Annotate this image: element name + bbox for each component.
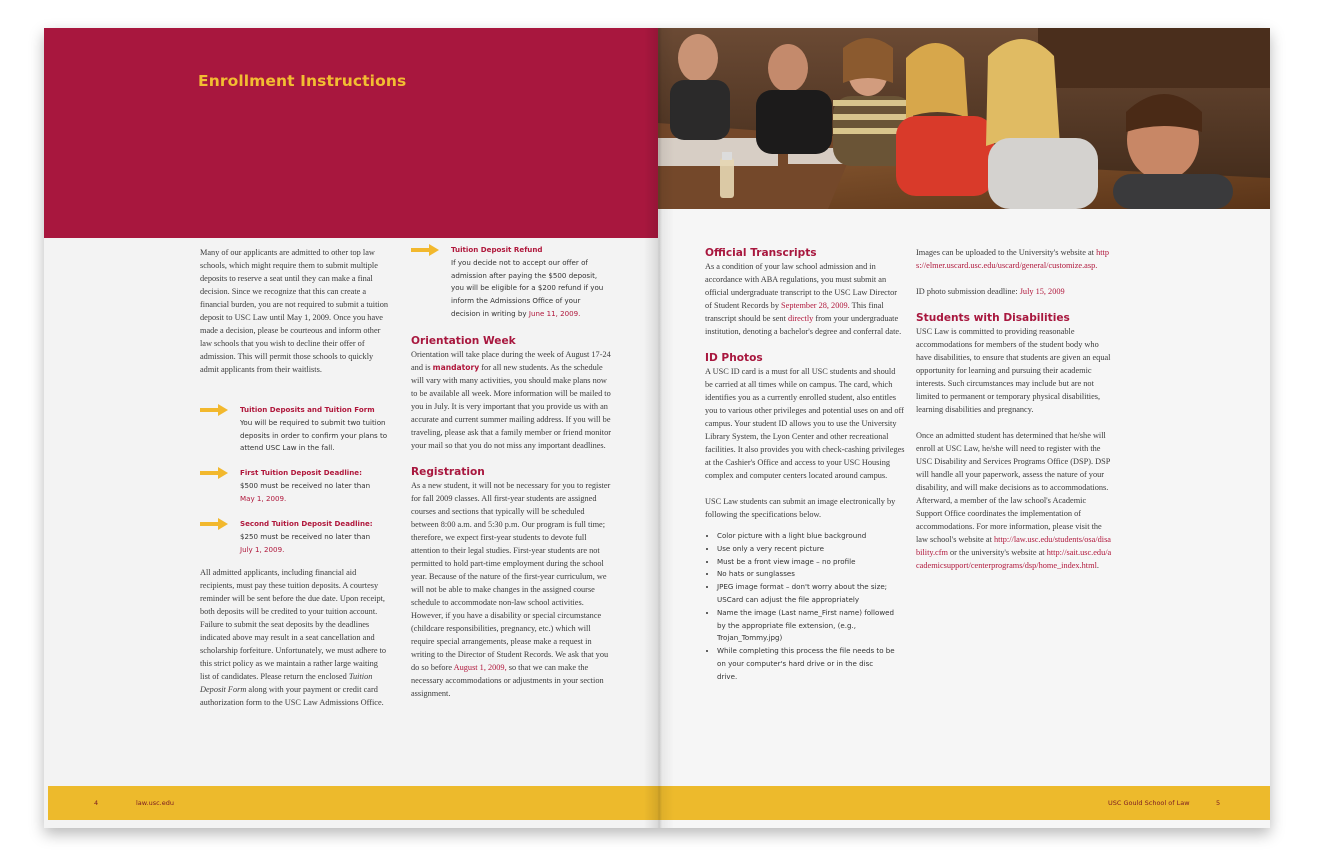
orientation-text: Orientation will take place during the week of August 17-24 and is [411,350,611,372]
arrow-right-icon [200,404,228,416]
page-number: 5 [1216,799,1221,807]
list-item: • Use only a very recent picture [717,543,895,556]
refund-title: Tuition Deposit Refund [451,245,543,254]
page-number: 4 [94,799,99,807]
page-title: Enrollment Instructions [198,72,407,90]
deadline-date: July 15, 2009 [1019,287,1065,296]
title-banner [44,28,658,238]
transcripts-text: As a condition of your law school admission and in accordance with ABA regulations, you must submit an official undergraduate transcript to the USC Law Director of Student Records by [705,262,898,310]
upload-link[interactable]: https://elmer.uscard.usc.edu/uscard/general/customize.asp. [916,248,1109,270]
list-item: • No hats or sunglasses [717,568,895,581]
deadline-label: ID photo submission deadline: [916,287,1020,296]
closing-text-end: along with your payment or credit card authorization form to the USC Law Admissions Office. [200,685,384,707]
left-column-1 [200,246,388,389]
orientation-heading: Orientation Week [411,335,516,347]
right-footer-bar [658,786,1270,820]
right-page [658,28,1270,828]
arrow-item-text: $250 must be received no later than [240,531,371,541]
closing-paragraph [200,566,390,709]
footer-school: USC Gould School of Law [1108,799,1190,807]
disabilities-heading: Students with Disabilities [916,312,1070,324]
registration-text: As a new student, it will not be necessary for you to register for fall 2009 classes. All first-year students are assigned courses and sections that typically will be scheduled between 8:00 a.m. and 5:30 p.m. Our program is full time; therefore, we expect first-year students to devote full attention to their legal studies. First-year students are not permitted to hold part-time employment during the school year. Because of the nature of the first-year curriculum, we will not be able to make changes in the assigned course schedule to accommodate non-law school activities. However, if you have a disability or special circumstance (childcare responsibilities, pregnancy, etc.) which will require special arrangements, please make a request in writing to the Director of Student Records. We ask that you do so before [411,481,611,672]
left-footer-bar [48,786,658,820]
right-column-2 [916,246,1112,585]
arrow-right-icon [411,244,439,256]
disabilities-text-mid: or the university's website at [947,548,1047,557]
disabilities-text-end: . [1096,561,1099,570]
sait-dsp-link[interactable]: http://sait.usc.edu/academicsupport/centerprograms/dsp/home_index.html [916,548,1112,570]
disabilities-paragraph-2 [916,429,1112,572]
right-column-1 [705,246,905,684]
directly-label: directly [787,314,814,323]
list-item: • Name the image (Last name_First name) followed by the appropriate file extension, (e.g., Trojan_Tommy.jpg) [717,607,895,645]
disabilities-paragraph-1: USC Law is committed to providing reasonable accommodations for members of the student body who have disabilities, to ensure that students are given an equal opportunity for learning and pursuing their academic interests. Such circumstances may include but are not limited to permanent or temporary physical disabilities, learning disabilities and pregnancy. [916,327,1111,414]
left-page [44,28,658,828]
refund-date: June 11, 2009. [528,308,581,318]
left-column-1-closing [200,566,390,722]
list-item: • Must be a front view image – no profile [717,556,895,569]
orientation-text-end: for all new students. As the schedule will vary with many activities, you should make plans now to be available all week. More information will be mailed to you in July. It is very important that you provide us with an accurate and current summer mailing address. If you will be traveling, please ask that a family member or friend monitor your mail so that you do not miss any important deadlines. [411,363,611,450]
deadline-date: July 1, 2009. [240,544,285,554]
transcripts-date: September 28, 2009. [781,301,850,310]
arrow-right-icon [200,467,228,479]
upload-text: Images can be uploaded to the University's website at [916,248,1097,257]
intro-paragraph: Many of our applicants are admitted to other top law schools, which might require them to submit multiple deposits to reserve a seat until they can make a final decision. Since we recognize that this can create a financial burden, you are not required to submit a tuition deposit to USC Law until May 1, 2009. Once you have made a decision, please be courteous and inform other law schools that you wish to decline their offer of admission. This will permit those schools to quickly admit applicants from their waitlists. [200,248,389,374]
list-item: • While completing this process the file needs to be on your computer's hard drive or in the disc drive. [717,645,895,683]
transcripts-paragraph [705,260,905,338]
closing-form-name: Tuition Deposit Form [200,672,373,694]
law-disability-link[interactable]: http://law.usc.edu/students/osa/disability.cfm [916,535,1111,557]
registration-date: August 1, 2009, [453,663,507,672]
id-photos-paragraph: A USC ID card is a must for all USC students and should be carried at all times while on campus. The card, which identifies you as a currently enrolled student, also entitles you to various other privileges and potential uses on and off campus. Your student ID allows you to use the University Library System, the Lyon Center and other recreational facilities. It also provides you with check-cashing privileges at the Cashier's Office and access to your USC Housing complex and computer centers located around campus. [705,367,905,480]
classroom-photo [658,28,1270,209]
deadline-date: May 1, 2009. [240,493,287,503]
spine-shadow [644,28,674,828]
arrow-item-title: First Tuition Deposit Deadline: [240,468,362,477]
photo-spec-list [705,530,895,684]
refund-text: If you decide not to accept our offer of admission after paying the $500 deposit, you will be eligible for a $200 refund if you inform the Admissions Office of your decision in writing by [451,257,604,318]
transcripts-text-mid: This final transcript should be sent [705,301,884,323]
disabilities-text: Once an admitted student has determined that he/she will enroll at USC Law, he/she will need to register with the USC Disability and Services Programs Office (DSP). DSP will handle all your paperwork, assess the nature of your disability, and will make decisions as to accommodations. Afterward, a member of the law school's Academic Support Office coordinates the implementation of accommodations. For more information, please visit the law school's website at [916,431,1111,544]
orientation-paragraph [411,348,611,452]
list-item: • Color picture with a light blue background [717,530,895,543]
left-column-2 [411,334,611,713]
mandatory-label: mandatory [432,363,480,372]
arrow-right-icon [200,518,228,530]
arrow-item-title: Tuition Deposits and Tuition Form [240,405,375,414]
upload-paragraph [916,246,1112,272]
registration-paragraph [411,479,611,700]
transcripts-heading: Official Transcripts [705,247,817,259]
registration-text-end: so that we can make the necessary accommodations or adjustments in your section assignment. [411,663,604,698]
footer-url: law.usc.edu [136,799,174,807]
arrow-item-text: $500 must be received no later than [240,480,371,490]
brochure-spread [44,28,1270,828]
students-photo-illustration [658,28,1270,209]
list-item: • JPEG image format – don't worry about the size; USCard can adjust the file appropriately [717,581,895,607]
registration-heading: Registration [411,466,485,478]
id-photos-heading: ID Photos [705,352,763,364]
closing-text: All admitted applicants, including financial aid recipients, must pay these tuition deposits. A courtesy reminder will be sent before the due date. Upon receipt, both deposits will be credited to your tuition account. Failure to submit the seat deposits by the deadlines indicated above may result in a seat cancellation and scholarship forfeiture. Unfortunately, we must adhere to this strict policy as we maintain a rather large waiting list of candidates. Please return the enclosed [200,568,387,681]
arrow-item-text: You will be required to submit two tuition deposits in order to confirm your plans to attend USC Law in the fall. [240,417,388,453]
arrow-item-title: Second Tuition Deposit Deadline: [240,519,373,528]
id-photos-intro: USC Law students can submit an image electronically by following the specifications below. [705,497,896,519]
deadline-paragraph [916,285,1112,298]
transcripts-text-end: from your undergraduate institution, denoting a bachelor's degree and conferral date. [705,314,902,336]
